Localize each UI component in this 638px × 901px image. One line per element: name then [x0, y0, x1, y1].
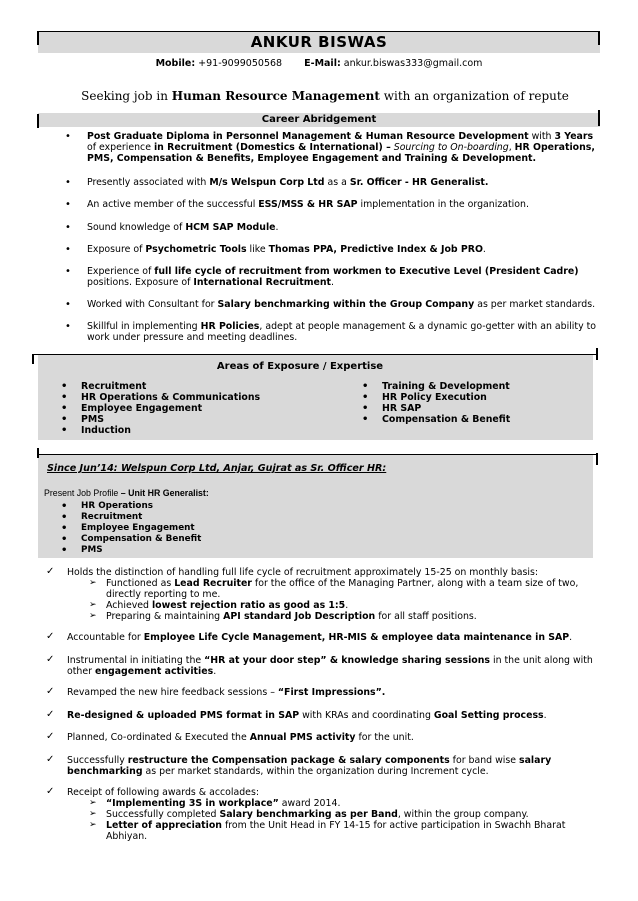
text-run: in Recruitment (Domestics & International) –: [153, 142, 391, 153]
bullet-icon: •: [65, 266, 71, 277]
check-icon: ✓: [46, 731, 55, 742]
text-run: .: [213, 666, 217, 677]
check-icon: ✓: [46, 631, 55, 642]
text-run: restructure the Compensation package & salary components: [127, 755, 450, 766]
achievement-item: [46, 754, 607, 777]
text-run: of experience: [87, 142, 154, 153]
text-run: Successfully: [67, 755, 128, 766]
achievement-item: [46, 731, 607, 743]
list-item: • PMS: [61, 545, 103, 556]
objective: Seeking job in Human Resource Management with an organization of repute: [81, 89, 569, 103]
text-run: Salary benchmarking within the Group Company: [217, 299, 475, 310]
list-item: • HR Operations & Communications: [61, 392, 261, 403]
bullet-icon: •: [61, 403, 68, 414]
bullet-icon: •: [65, 244, 71, 255]
text-run: for the unit.: [355, 732, 414, 743]
check-icon: ✓: [46, 686, 55, 697]
mobile-label: Mobile:: [155, 58, 196, 69]
text-run: Experience of: [87, 266, 155, 277]
achievement-item: [46, 786, 607, 798]
text-run: “HR at your door step” & knowledge sharing sessions: [204, 655, 490, 666]
text-run: Re-designed & uploaded PMS format in SAP: [67, 710, 300, 721]
text-run: Instrumental in initiating the: [67, 655, 205, 666]
career-item: [65, 222, 602, 233]
bullet-icon: •: [61, 425, 68, 436]
arrow-icon: ➢: [89, 611, 97, 621]
text-run: engagement activities: [94, 666, 214, 677]
text-run: Sr. Officer - HR Generalist.: [349, 177, 489, 188]
text-run: Skillful in implementing: [87, 321, 201, 332]
achievement-subitem: [89, 578, 606, 600]
bullet-icon: •: [65, 131, 71, 142]
achievement-item: [46, 631, 607, 643]
achievement-item: [46, 566, 607, 578]
text-run: Successfully completed: [106, 809, 220, 820]
text-run: .: [569, 632, 573, 643]
text-run: Functioned as: [106, 578, 175, 589]
text-run: Achieved: [106, 600, 152, 611]
bullet-icon: •: [61, 512, 68, 523]
text-run: with: [528, 131, 555, 142]
text-run: “First Impressions”.: [277, 687, 386, 698]
text-run: HR Operations, PMS, Compensation & Benefits, Employee Engagement and Training & Development.: [87, 142, 595, 164]
check-icon: ✓: [46, 654, 55, 665]
text-run: as per market standards, within the organization during Increment cycle.: [142, 766, 489, 777]
arrow-icon: ➢: [89, 600, 97, 610]
arrow-icon: ➢: [89, 578, 97, 588]
text-run: like: [246, 244, 269, 255]
career-item: [65, 321, 602, 343]
text-run: .: [482, 244, 486, 255]
bullet-icon: •: [362, 381, 369, 392]
list-item: • Employee Engagement: [61, 523, 195, 534]
text-run: Worked with Consultant for: [87, 299, 218, 310]
text-run: API standard Job Description: [223, 611, 376, 622]
check-icon: ✓: [46, 786, 55, 797]
text-run: Exposure of: [87, 244, 146, 255]
text-run: Sourcing to On-boarding: [390, 142, 509, 153]
list-item: • Compensation & Benefit: [362, 414, 511, 425]
contact-line: [0, 58, 638, 69]
bullet-icon: •: [65, 321, 71, 332]
text-run: Lead Recruiter: [174, 578, 252, 589]
text-run: ESS/MSS & HR SAP: [258, 199, 358, 210]
bullet-icon: •: [65, 222, 71, 233]
candidate-name: ANKUR BISWAS: [250, 33, 388, 51]
achievement-item: [46, 686, 607, 698]
text-run: 3 Years: [554, 131, 594, 142]
text-run: Holds the distinction of handling full life cycle of recruitment approximately 15-25 on monthly basis:: [67, 567, 539, 578]
text-run: Employee Life Cycle Management, HR-MIS & employee data maintenance in SAP: [143, 632, 570, 643]
list-item: • Employee Engagement: [61, 403, 203, 414]
achievement-item: [46, 654, 607, 677]
text-run: Thomas PPA, Predictive Index & Job PRO: [268, 244, 483, 255]
achievement-subitem: [89, 809, 606, 820]
text-run: in the unit along with other: [67, 655, 593, 677]
email-address: ankur.biswas333@gmail.com: [343, 58, 483, 69]
list-item: • Training & Development: [362, 381, 510, 392]
list-item: • Recruitment: [61, 381, 147, 392]
list-item: • PMS: [61, 414, 104, 425]
list-item: • HR Operations: [61, 501, 153, 512]
bullet-icon: •: [61, 381, 68, 392]
text-run: Goal Setting process: [433, 710, 544, 721]
text-run: Salary benchmarking as per Band: [219, 809, 398, 820]
text-run: full life cycle of recruitment from workmen to Executive Level (President Cadre): [154, 266, 579, 277]
text-run: International Recruitment: [193, 277, 332, 288]
list-item: • HR SAP: [362, 403, 422, 414]
job-profile: Present Job Profile – Unit HR Generalist:: [44, 488, 209, 498]
bullet-icon: •: [61, 534, 68, 545]
bullet-icon: •: [61, 545, 68, 556]
job-heading: Since Jun’14: Welspun Corp Ltd, Anjar, Gujrat as Sr. Officer HR:: [47, 463, 387, 474]
bullet-icon: •: [61, 414, 68, 425]
career-item: [65, 266, 602, 288]
text-run: “Implementing 3S in workplace”: [106, 798, 279, 809]
bullet-icon: •: [65, 199, 71, 210]
text-run: HCM SAP Module: [185, 222, 276, 233]
text-run: positions. Exposure of: [87, 277, 194, 288]
bullet-icon: •: [65, 299, 71, 310]
list-item: • Recruitment: [61, 512, 143, 523]
text-run: for the office of the Managing Partner, along with a team size of two, directly reporting to me.: [106, 578, 579, 600]
text-run: award 2014.: [278, 798, 341, 809]
text-run: Psychometric Tools: [145, 244, 247, 255]
career-title: Career Abridgement: [261, 114, 377, 125]
text-run: Preparing & maintaining: [106, 611, 224, 622]
text-run: as a: [324, 177, 350, 188]
text-run: , within the group company.: [397, 809, 529, 820]
career-item: [65, 244, 602, 255]
achievement-subitem: [89, 600, 606, 611]
check-icon: ✓: [46, 566, 55, 577]
text-run: Letter of appreciation: [106, 820, 222, 831]
arrow-icon: ➢: [89, 809, 97, 819]
career-item: [65, 299, 602, 310]
text-run: Presently associated with: [87, 177, 210, 188]
bullet-icon: •: [61, 523, 68, 534]
text-run: salary benchmarking: [67, 755, 552, 777]
arrow-icon: ➢: [89, 820, 97, 830]
text-run: .: [543, 710, 547, 721]
text-run: implementation in the organization.: [357, 199, 529, 210]
list-item: • Induction: [61, 425, 131, 436]
text-run: .: [331, 277, 335, 288]
achievement-subitem: [89, 798, 606, 809]
text-run: Annual PMS activity: [249, 732, 356, 743]
check-icon: ✓: [46, 709, 55, 720]
text-run: Receipt of following awards & accolades:: [67, 787, 259, 798]
bullet-icon: •: [362, 392, 369, 403]
email-label: E-Mail:: [304, 58, 341, 69]
text-run: .: [345, 600, 349, 611]
text-run: from the Unit Head in FY 14-15 for active participation in Swachh Bharat Abhiyan.: [106, 820, 566, 842]
text-run: .: [275, 222, 279, 233]
text-run: Post Graduate Diploma in Personnel Management & Human Resource Development: [87, 131, 529, 142]
bullet-icon: •: [65, 177, 71, 188]
mobile-number: +91-9099050568: [198, 58, 283, 69]
text-run: An active member of the successful: [87, 199, 259, 210]
bullet-icon: •: [362, 403, 369, 414]
text-run: ,: [508, 142, 515, 153]
achievement-item: [46, 709, 607, 721]
text-run: with KRAs and coordinating: [299, 710, 434, 721]
text-run: Revamped the new hire feedback sessions –: [67, 687, 278, 698]
text-run: Planned, Co-ordinated & Executed the: [67, 732, 250, 743]
arrow-icon: ➢: [89, 798, 97, 808]
bullet-icon: •: [362, 414, 369, 425]
career-item: [65, 131, 602, 164]
check-icon: ✓: [46, 754, 55, 765]
text-run: for all staff positions.: [375, 611, 477, 622]
career-item: [65, 177, 602, 188]
text-run: HR Policies: [200, 321, 260, 332]
achievement-subitem: [89, 820, 606, 842]
exposure-title: Areas of Exposure / Expertise: [216, 361, 384, 372]
text-run: as per market standards.: [474, 299, 596, 310]
list-item: • Compensation & Benefit: [61, 534, 202, 545]
text-run: Accountable for: [67, 632, 144, 643]
bullet-icon: •: [61, 501, 68, 512]
text-run: lowest rejection ratio as good as 1:5: [151, 600, 346, 611]
text-run: M/s Welspun Corp Ltd: [209, 177, 325, 188]
text-run: , adept at people management & a dynamic go-getter with an ability to work under pressure and meeting deadlines.: [87, 321, 597, 343]
career-item: [65, 199, 602, 210]
achievement-subitem: [89, 611, 606, 622]
list-item: • HR Policy Execution: [362, 392, 487, 403]
text-run: Sound knowledge of: [87, 222, 186, 233]
text-run: for band wise: [449, 755, 519, 766]
bullet-icon: •: [61, 392, 68, 403]
